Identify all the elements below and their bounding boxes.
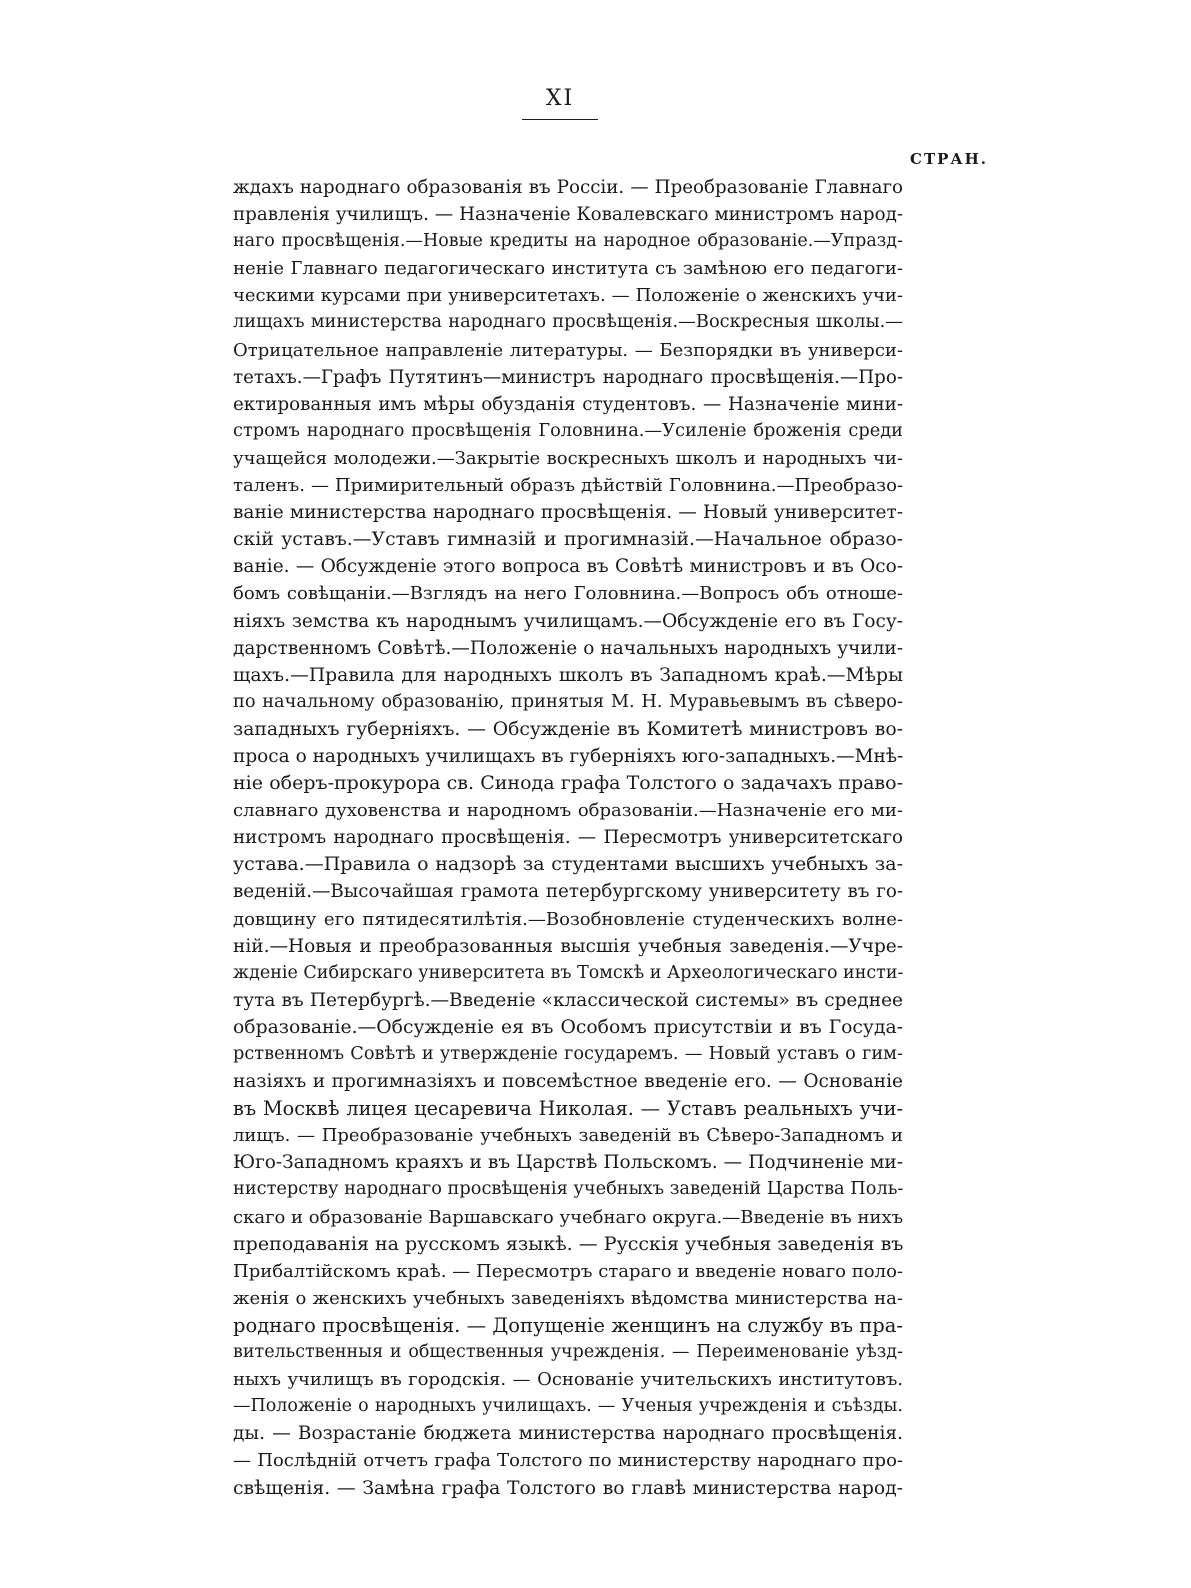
text-line: стромъ народнаго просвѣщенія Головнина.—Усиленіе броженія среди bbox=[233, 420, 903, 441]
text-line: правленія училищъ. — Назначеніе Ковалевскаго министромъ народ- bbox=[233, 204, 903, 226]
text-line: лищъ. — Преобразованіе учебныхъ заведеній въ Сѣверо-Западномъ и bbox=[233, 1125, 903, 1147]
text-line: довщину его пятидесятилѣтія.—Возобновленіе студенческихъ волне- bbox=[233, 908, 903, 930]
text-line: Отрицательное направленіе литературы. — Безпорядки въ универси- bbox=[233, 339, 903, 361]
text-line: жденіе Сибирскаго университета въ Томскѣ и Археологическаго инсти- bbox=[233, 962, 904, 983]
text-line: ваніе министерства народнаго просвѣщенія. — Новый университет- bbox=[233, 502, 903, 524]
text-line: ныхъ училищъ въ городскія. — Основаніе учительскихъ институтовъ. bbox=[233, 1369, 903, 1391]
text-line: назіяхъ и прогимназіяхъ и повсемѣстное введеніе его. — Основаніе bbox=[233, 1071, 903, 1093]
text-line: лищахъ министерства народнаго просвѣщенія.—Воскресныя школы.— bbox=[233, 312, 903, 333]
body-text bbox=[233, 174, 903, 1502]
text-line: ніяхъ земства къ народнымъ училищамъ.—Обсужденіе его въ Госу- bbox=[233, 610, 903, 632]
text-line: ждахъ народнаго образованія въ Россіи. — Преобразованіе Главнаго bbox=[233, 177, 903, 198]
text-line: Юго-Западномъ краяхъ и въ Царствѣ Польскомъ. — Подчиненіе ми- bbox=[233, 1152, 903, 1174]
text-line: ніе оберъ-прокурора св. Синода графа Толстого о задачахъ право- bbox=[233, 772, 903, 795]
text-line: Прибалтійскомъ краѣ. — Пересмотръ стараго и введеніе новаго поло- bbox=[233, 1260, 903, 1282]
text-line: дарственномъ Совѣтѣ.—Положеніе о начальныхъ народныхъ учили- bbox=[233, 637, 903, 659]
text-line: устава.—Правила о надзорѣ за студентами высшихъ учебныхъ за- bbox=[233, 853, 903, 876]
text-line: скаго и образованіе Варшавскаго учебнаго округа.—Введеніе въ нихъ bbox=[233, 1206, 904, 1228]
text-line: проса о народныхъ училищахъ въ губерніяхъ юго-западныхъ.—Мнѣ- bbox=[233, 745, 904, 767]
page-number-rule bbox=[522, 119, 598, 120]
text-line: образованіе.—Обсужденіе ея въ Особомъ присутствіи и въ Госуда- bbox=[233, 1016, 903, 1038]
text-line: ній.—Новыя и преобразованныя высшія учебныя заведенія.—Учре- bbox=[233, 935, 903, 957]
text-line: нистерству народнаго просвѣщенія учебныхъ заведеній Царства Поль- bbox=[233, 1179, 904, 1200]
text-line: неніе Главнаго педагогическаго института съ замѣною его педагоги- bbox=[233, 258, 903, 280]
page-column-label: СТРАН. bbox=[910, 150, 988, 168]
text-line: ческими курсами при университетахъ. — Положеніе о женскихъ учи- bbox=[233, 285, 903, 307]
text-line: таленъ. — Примирительный образъ дѣйствій Головнина.—Преобразо- bbox=[233, 475, 903, 497]
text-line: щахъ.—Правила для народныхъ школъ въ Западномъ краѣ.—Мѣры bbox=[233, 664, 903, 686]
text-line: — Послѣдній отчетъ графа Толстого по министерству народнаго про- bbox=[233, 1450, 903, 1472]
text-line: наго просвѣщенія.—Новые кредиты на народное образованіе.—Упразд- bbox=[233, 231, 903, 252]
text-line: свѣщенія. — Замѣна графа Толстого во главѣ министерства народ- bbox=[233, 1477, 903, 1499]
text-line: по начальному образованію, принятыя М. Н. Муравьевымъ въ сѣверо- bbox=[233, 691, 903, 712]
text-line: тетахъ.—Графъ Путятинъ—министръ народнаго просвѣщенія.—Про- bbox=[233, 366, 903, 388]
text-line: бомъ совѣщаніи.—Взглядъ на него Головнина.—Вопросъ объ отноше- bbox=[233, 583, 903, 605]
text-line: ды. — Возрастаніе бюджета министерства народнаго просвѣщенія. bbox=[233, 1423, 903, 1445]
text-line: ектированныя имъ мѣры обузданія студентовъ. — Назначеніе мини- bbox=[233, 393, 903, 415]
text-line: учащейся молодежи.—Закрытіе воскресныхъ школъ и народныхъ чи- bbox=[233, 447, 903, 469]
text-line: преподаванія на русскомъ языкѣ. — Русскія учебныя заведенія въ bbox=[233, 1232, 904, 1255]
text-line: женія о женскихъ учебныхъ заведеніяхъ вѣдомства министерства на- bbox=[233, 1287, 903, 1309]
page-number: XI bbox=[545, 86, 575, 111]
text-line: славнаго духовенства и народномъ образованіи.—Назначеніе его ми- bbox=[233, 800, 903, 822]
text-line: роднаго просвѣщенія. — Допущеніе женщинъ на службу въ пра- bbox=[233, 1313, 903, 1337]
text-line: западныхъ губерніяхъ. — Обсужденіе въ Комитетѣ министровъ во- bbox=[233, 718, 903, 740]
text-line: ваніе. — Обсужденіе этого вопроса въ Совѣтѣ министровъ и въ Осо- bbox=[233, 556, 903, 578]
text-line: тута въ Петербургѣ.—Введеніе «классической системы» въ среднее bbox=[233, 989, 903, 1011]
text-line: въ Москвѣ лицея цесаревича Николая. — Уставъ реальныхъ учи- bbox=[233, 1097, 903, 1121]
text-line: рственномъ Совѣтѣ и утвержденіе государемъ. — Новый уставъ о гим- bbox=[233, 1044, 903, 1064]
text-line: нистромъ народнаго просвѣщенія. — Пересмотръ университетскаго bbox=[233, 827, 903, 849]
text-line: веденій.—Высочайшая грамота петербургскому университету въ го- bbox=[233, 881, 903, 903]
text-line: —Положеніе о народныхъ училищахъ. — Ученыя учрежденія и съѣзды. bbox=[233, 1396, 903, 1417]
text-line: скій уставъ.—Уставъ гимназій и прогимназій.—Начальное образо- bbox=[233, 529, 903, 551]
text-line: вительственныя и общественныя учрежденія. — Переименованіе уѣзд- bbox=[233, 1342, 903, 1363]
